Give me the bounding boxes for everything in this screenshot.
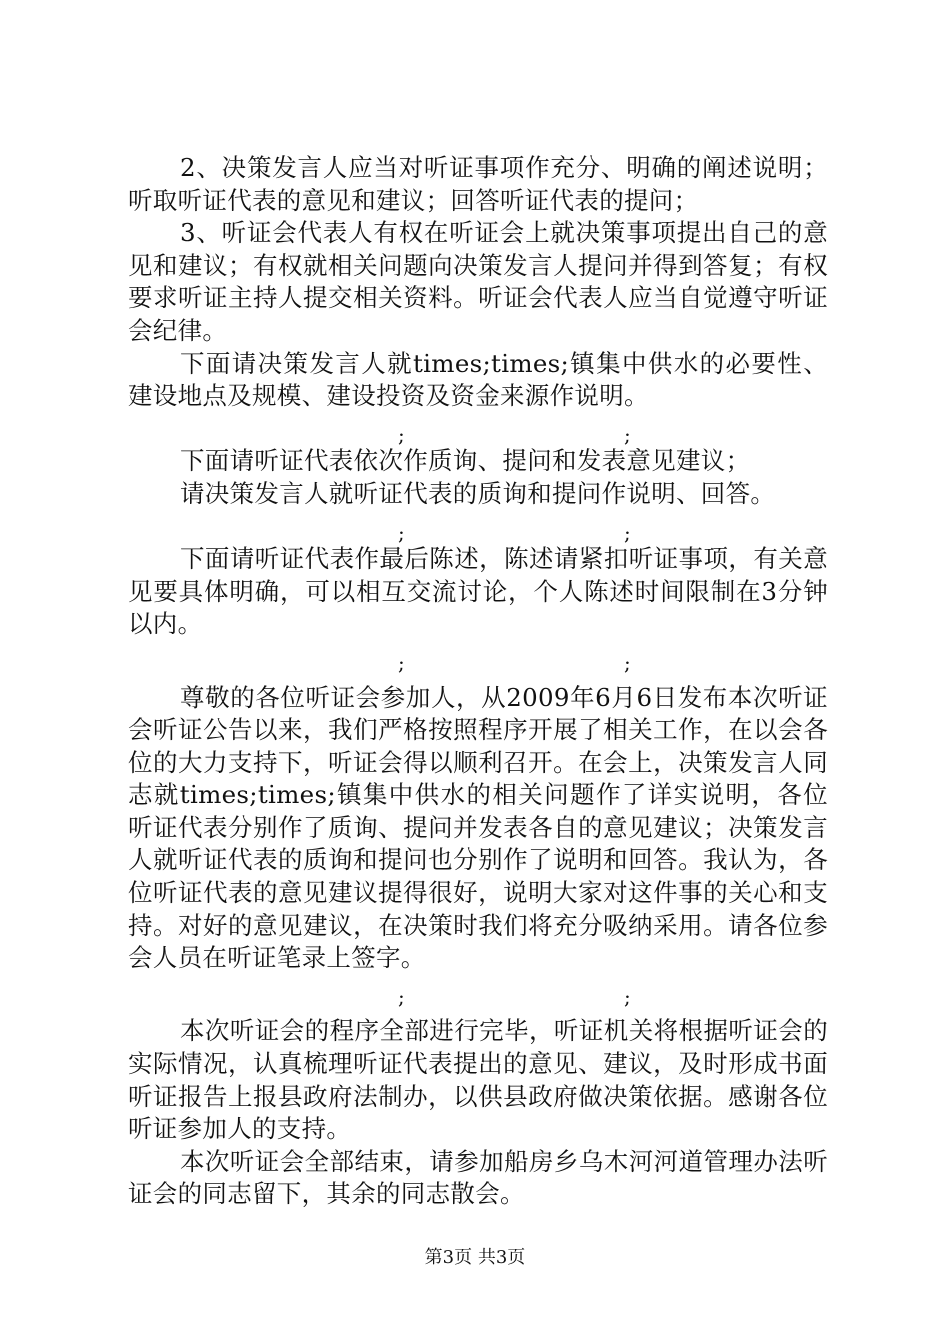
paragraph-speaker-explanation: 下面请决策发言人就times;times;镇集中供水的必要性、建设地点及规模、建设投资及资金来源作说明。: [128, 348, 828, 411]
separator-row: [128, 641, 828, 674]
separator-row: [128, 511, 828, 544]
separator-mark: ;: [398, 650, 406, 675]
paragraph-meeting-closed: 本次听证会全部结束，请参加船房乡乌木河河道管理办法听证会的同志留下，其余的同志散会。: [128, 1146, 828, 1209]
page-footer: 第3页 共3页: [424, 1247, 526, 1268]
paragraph-procedure-complete: 本次听证会的程序全部进行完毕，听证机关将根据听证会的实际情况，认真梳理听证代表提出的意见、建议，及时形成书面听证报告上报县政府法制办，以供县政府做决策依据。感谢各位听证参加人的支持。: [128, 1016, 828, 1144]
separator-mark: ;: [624, 422, 632, 447]
separator-mark: ;: [624, 984, 632, 1009]
paragraph-questioning: 下面请听证代表依次作质询、提问和发表意见建议；: [180, 446, 751, 476]
separator-mark: ;: [398, 422, 406, 447]
paragraph-decision-speaker-duties: 2、决策发言人应当对听证事项作充分、明确的阐述说明；听取听证代表的意见和建议；回答听证代表的提问；: [128, 153, 828, 215]
paragraph-speaker-answer: 请决策发言人就听证代表的质询和提问作说明、回答。: [180, 478, 776, 508]
separator-row: [128, 975, 828, 1008]
paragraph-summary-remarks: 尊敬的各位听证会参加人，从2009年6月6日发布本次听证会听证公告以来，我们严格按照程序开展了相关工作，在以会各位的大力支持下，听证会得以顺利召开。在会上，决策发言人同志就times;times;镇集中供水的相关问题作了详实说明，各位听证代表分别作了质询、提问并发表各自的意见建议；决策发言人就听证代表的质询和提问也分别作了说明和回答。我认为，各位听证代表的意见建议提得很好，说明大家对这件事的关心和支持。对好的意见建议，在决策时我们将充分吸纳采用。请各位参会人员在听证笔录上签字。: [128, 682, 828, 973]
document-body: [128, 152, 828, 1211]
paragraph-final-statement: 下面请听证代表作最后陈述，陈述请紧扣听证事项，有关意见要具体明确，可以相互交流讨论，个人陈述时间限制在3分钟以内。: [128, 544, 829, 639]
separator-mark: ;: [398, 984, 406, 1009]
separator-row: [128, 413, 828, 446]
separator-mark: ;: [624, 520, 632, 545]
separator-mark: ;: [624, 650, 632, 675]
separator-mark: ;: [398, 520, 406, 545]
paragraph-representative-rights: 3、听证会代表人有权在听证会上就决策事项提出自己的意见和建议；有权就相关问题向决策发言人提问并得到答复；有权要求听证主持人提交相关资料。听证会代表人应当自觉遵守听证会纪律。: [128, 218, 828, 345]
